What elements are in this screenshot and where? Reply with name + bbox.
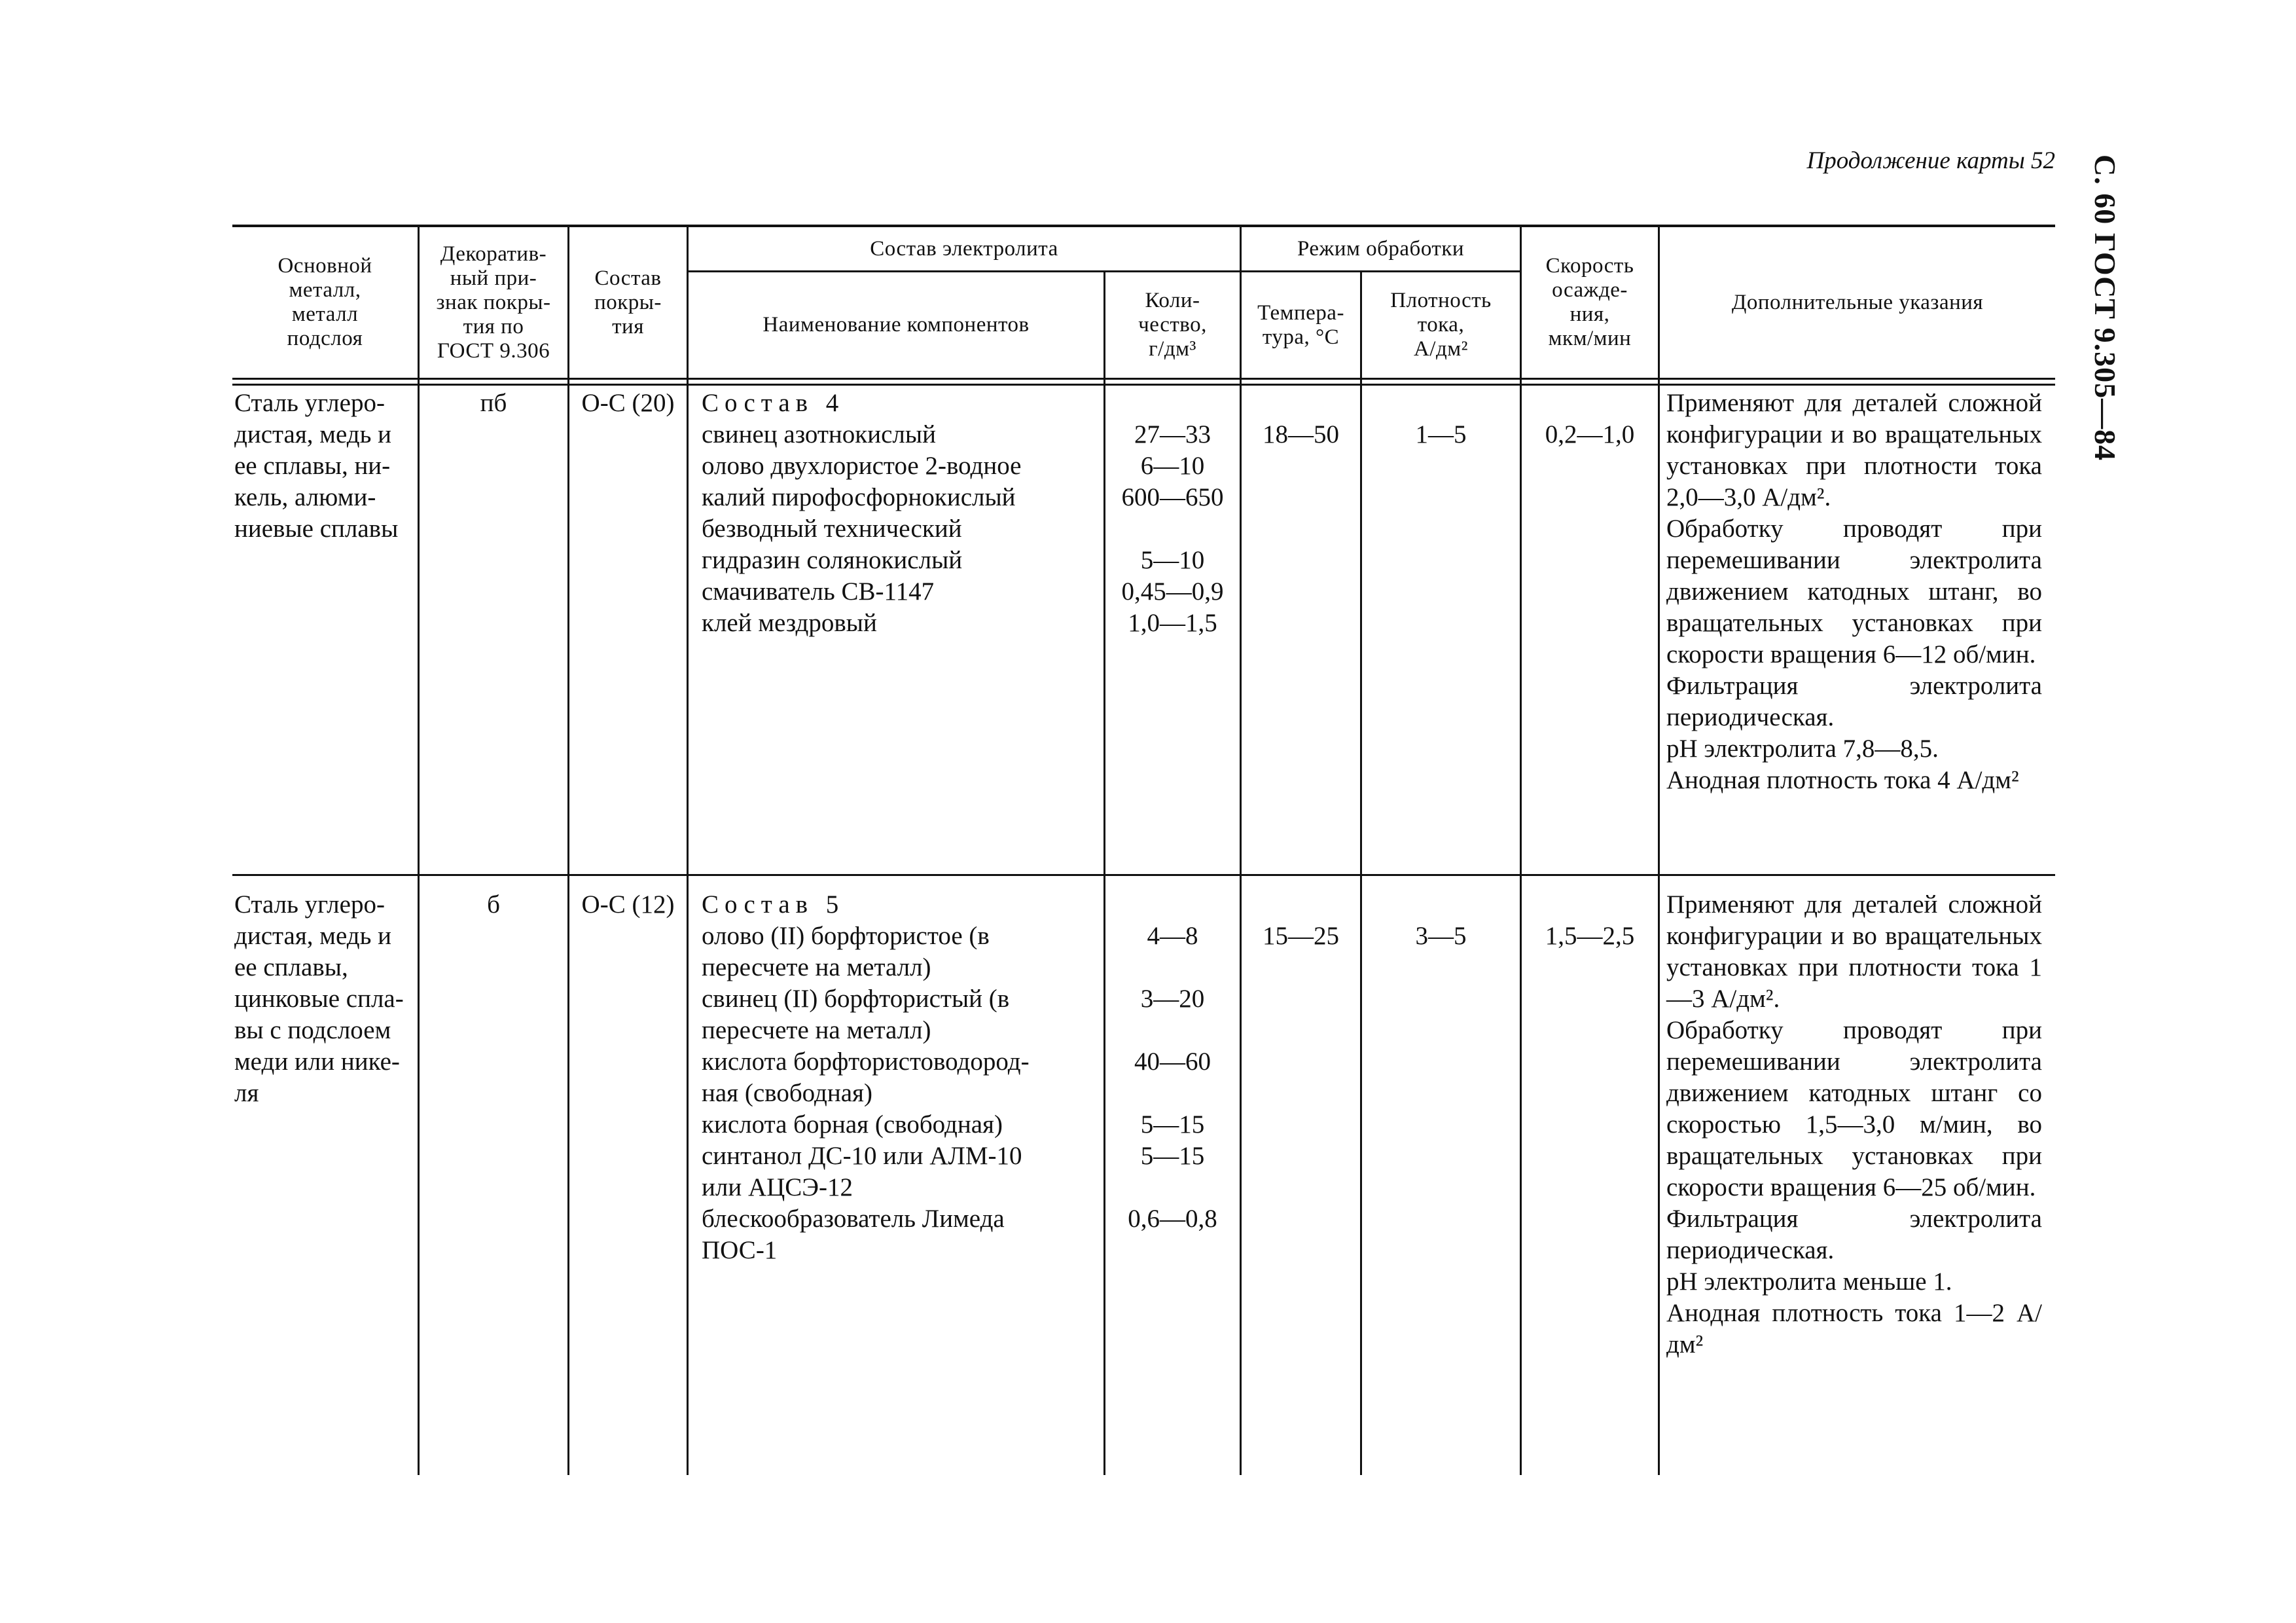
header-component-name: Наименование компонентов	[762, 313, 1030, 337]
document-side-header: С. 60 ГОСТ 9.305—84	[2089, 155, 2122, 462]
row-components: свинец азотнокислый олово двухлористое 2-водное калий пирофосфорнокислый безводный технический гидразин солянокислый смачиватель СВ-1147 клей мездровый	[702, 420, 1022, 637]
header-decorative-sign: Декоратив- ный при- знак покры- тия по ГОСТ 9.306	[436, 242, 551, 363]
column-divider-5	[1240, 225, 1242, 1475]
column-divider-6	[1360, 270, 1362, 1475]
row-quantities: 4—8 3—20 40—60 5—15 5—15 0,6—0,8	[1128, 922, 1217, 1233]
header-quantity: Коли- чество, г/дм³	[1138, 289, 1207, 361]
row-temperature: 15—25	[1263, 922, 1339, 950]
header-bottom-rule-2	[232, 384, 2055, 386]
row-quantities: 27—33 6—10 600—650 5—10 0,45—0,9 1,0—1,5	[1121, 420, 1224, 637]
row-decorative-sign: б	[487, 890, 500, 919]
row-deposition-rate: 1,5—2,5	[1545, 922, 1635, 950]
header-processing-mode: Режим обработки	[1297, 236, 1465, 261]
column-divider-7	[1520, 225, 1522, 1475]
page-continuation-label: Продолжение карты 52	[1806, 147, 2055, 174]
row-base-metal: Сталь углеро- дистая, медь и ее сплавы, цинковые спла- вы с подслоем меди или нике- ля	[234, 890, 404, 1107]
row-composition-title: Состав 5	[702, 890, 845, 919]
header-deposition-rate: Скорость осажде- ния, мкм/мин	[1545, 254, 1634, 350]
header-coating-composition: Состав покры- тия	[594, 266, 662, 338]
row-coating: О-С (20)	[581, 389, 675, 417]
row-additional-notes: Применяют для деталей сложной конфигурации и во вращательных установках при плотности тока 1—3 А/дм². Обработку проводят при перемешивании электролита движением катодных штанг со скоростью 1,5—3,0 м/мин, во вращательных установках при скорости вращения 6—25 об/мин. Фильтрация электролита периодическая. рН электролита меньше 1. Анодная плотность тока 1—2 А/дм²	[1666, 890, 2042, 1359]
header-additional-notes: Дополнительные указания	[1731, 290, 1984, 314]
column-divider-3	[687, 225, 689, 1475]
row-additional-notes: Применяют для деталей сложной конфигурации и во вращательных установках при плотности тока 2,0—3,0 А/дм². Обработку проводят при перемешивании электролита движением катодных штанг, во вращательных установках при скорости вращения 6—12 об/мин. Фильтрация электролита периодическая. рН электролита 7,8—8,5. Анодная плотность тока 4 А/дм²	[1666, 389, 2042, 794]
header-temperature: Темпера- тура, °С	[1257, 301, 1344, 349]
row-decorative-sign: пб	[480, 389, 507, 417]
header-current-density: Плотность тока, А/дм²	[1390, 289, 1492, 361]
header-bottom-rule-1	[232, 378, 2055, 380]
row-composition-title: Состав 4	[702, 389, 845, 417]
header-electrolyte-composition: Состав электролита	[870, 236, 1058, 261]
row-temperature: 18—50	[1263, 420, 1339, 448]
row-components: олово (II) борфтористое (в пересчете на металл) свинец (II) борфтористый (в пересчете на металл) кислота борфтористоводород- ная (свободная) кислота борная (свободная) синтанол ДС-10 или АЛМ-10 или АЦСЭ-12 блескообразователь Лимеда ПОС-1	[702, 922, 1030, 1264]
row-coating: О-С (12)	[581, 890, 675, 919]
column-divider-8	[1658, 225, 1660, 1475]
row-current-density: 1—5	[1415, 420, 1467, 448]
row-current-density: 3—5	[1415, 922, 1467, 950]
row-base-metal: Сталь углеро- дистая, медь и ее сплавы, ни- кель, алюми- ниевые сплавы	[234, 389, 399, 543]
row-deposition-rate: 0,2—1,0	[1545, 420, 1635, 448]
row-separator-rule	[232, 874, 2055, 876]
header-base-metal: Основной металл, металл подслоя	[278, 254, 372, 350]
